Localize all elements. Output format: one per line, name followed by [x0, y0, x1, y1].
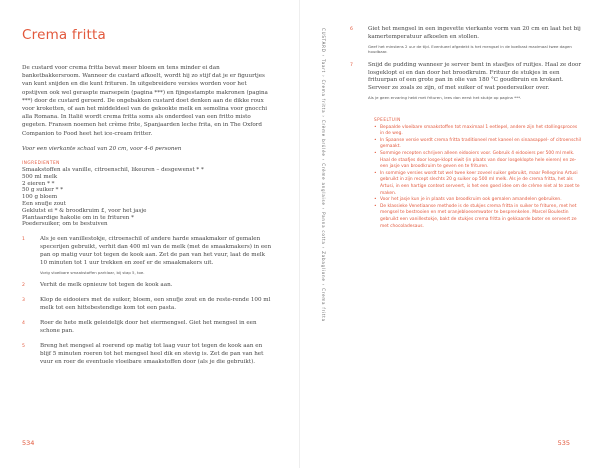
- method-step: [22, 236, 272, 275]
- ingredient-item: Geklutst ei * & broodkruim £, voor het jasje: [22, 207, 147, 214]
- intro-paragraph: De custard voor crema fritta bevat meer bloem en tens minder ei dan banketbakkersroom. Wanneer de custard afkoelt, wordt hij zo stijf dat je er figuurtjes van kunt snijden en die kunt frituren. In uitgebreidere versies worden voor het opstijven ook wel geraspte marsepein (pagina ***) en fijngestampte makronen (pagina ***) door de custard geroerd. De ongebakken custard doet denken aan de dikke roux voor kroketten, of aan het middeldeel van de gekookte melk en semolina voor gnocchi alla Romana. In Italië wordt crema fritta soms als onderdeel van een fritto misto gegeten. Fransen noemen het crème frite, Spanjaarden leche frita, en in The Oxford Companion to Food heet het ice-cream fritter.: [22, 65, 268, 137]
- method-steps: [22, 236, 272, 366]
- right-page: [300, 0, 600, 468]
- tip-item: • Sommige recepten schrijven alleen eidooiers voor. Gebruik 4 eidooiers per 500 ml melk. Haal de staafjes door losge-klopt eiwit (in plaats van door losgeklopte hele eieren) en ze-een jasje van broodkruim te geven en te frituren.: [374, 151, 582, 171]
- tip-item: • In sommige versies wordt tot wel twee keer zoveel suiker gebruikt, maar Pellegrino Artusi gebruikt in zijn recept slechts 20 g suiker op 500 ml melk. Als je de crema fritta, het als Artusi, in een hartige context serveert, is het een goed idee om de crème niet al te zoet te maken.: [374, 171, 582, 197]
- step-note: Vorig vloeibare smaakstoffen parklaar, bij stap 5, toe.: [40, 269, 145, 275]
- ingredient-item: Smaakstoffen als vanille, citroenschil, likeuren – desgewenst * *: [22, 167, 204, 174]
- step-number: 1: [22, 237, 25, 243]
- serving-info: Voor een vierkante schaal van 20 cm, voor 4-6 personen: [22, 145, 182, 152]
- ingredient-item: Poedersuiker, om te bestuiven: [22, 221, 108, 228]
- step-number: 5: [22, 343, 25, 349]
- step-text: Giet het mengsel in een ingevette vierkante vorm van 20 cm en laat het bij kamertemperatuur afkoelen en stollen.: [368, 26, 581, 40]
- tip-item: • Voor het jasje kun je in plaats van broodkruim ook gemalen amandelen gebruiken.: [374, 197, 582, 204]
- tips-heading: SPEELTUIN: [374, 116, 401, 122]
- step-text: Als je een vanillestokje, citroenschil of andere harde smaakmaker of gemalen specerijen gebruikt, verhit dan 400 ml van de melk (met de smaakmakers) in een pan op matig vuur tot tegen de kook aan. Zet de pan van het vuur, laat de melk 10 minuten tot 1 uur trekken en zeef er de smaakmakers uit.: [40, 236, 272, 266]
- ingredient-item: 2 eieren * *: [22, 180, 55, 187]
- tip-item: • De klassieke Venetiaanse methode is de stukjes crema fritta in suiker te frituren, met het mengsel te bestrooien en met oranjebloesemwater te besprenkelen. Marcel Boulestin gebruikt een vanillestokje, bakt de stukjes crema fritta in gekkaarde boter en serveert ze met chocoladesaus.: [374, 204, 582, 230]
- ingredients-list: [22, 167, 272, 228]
- step-text: Klop de eidooiers met de suiker, bloem, een snufje zout en de reste-rende 100 ml melk tot een hittebestendige kom tot een pasta.: [40, 297, 271, 312]
- running-header-text: CUSTARD › Taart › Crema fritta › Crème brûlée › Crème anglaise › Panna cotta › Zabaglione › Crema fritta: [321, 28, 326, 322]
- method-step: [22, 343, 272, 367]
- step-number: 6: [350, 27, 353, 32]
- ingredient-item: 50 g suiker * *: [22, 187, 64, 194]
- page-number-left: 534: [22, 439, 35, 447]
- method-step: [350, 62, 582, 101]
- tip-item: • Bepaalde vloeibare smaakstoffen tot maximaal 1 eetlepel, andere zijn het stollingsproces in de weg.: [374, 125, 582, 138]
- method-step: [22, 320, 272, 336]
- method-step: [350, 26, 582, 55]
- step-note: Als je geen ervaring hebt met frituren, lees dan eerst het stukje op pagina ***.: [368, 95, 522, 101]
- step-text: Roer de hete melk geleidelijk door het eiermengsel. Giet het mengsel in een schone pan.: [40, 319, 257, 334]
- step-number: 4: [22, 320, 25, 326]
- tips-box: [374, 117, 582, 231]
- ingredient-item: 100 g bloem: [22, 194, 58, 201]
- recipe-title: Crema fritta: [22, 27, 107, 43]
- step-number: 2: [22, 283, 25, 289]
- method-step: [22, 297, 272, 313]
- step-number: 3: [22, 298, 25, 304]
- page-number-right: 535: [557, 439, 570, 447]
- step-note: Geef het minstens 2 uur de tijd. Eventueel afgedekt is het mengsel in de koelkast maximaal twee dagen houdbaar.: [368, 43, 572, 55]
- method-step: [22, 282, 272, 290]
- step-number: 7: [350, 62, 353, 68]
- tip-item: • In Spaanse versie wordt crema fritta traditioneel met kaneel en sinaasappel- of citroenschil gemaakt.: [374, 138, 582, 151]
- ingredients-heading: INGREDIENTEN: [22, 160, 60, 166]
- step-text: Breng het mengsel al roerend op matig tot laag vuur tot tegen de kook aan en blijf 5 minuten roeren tot het mengsel heel dik en stevig is. Zet de pan van het vuur en roer de eventuele vloeibare smaakstoffen door (als je die gebruikt).: [40, 342, 264, 365]
- step-text: Verhit de melk opnieuw tot tegen de kook aan.: [40, 282, 173, 289]
- step-text: Snijd de pudding wanneer je server bent in stasfjes of ruitjes. Haal ze door losgeklopt ei en dan door het broodkruim. Frituur de stukjes in een frituurpan of een grote pan in olie van 180 °C goudbruin en krokant. Serveer ze zoals ze zijn, of met suiker of wat poedersuiker over.: [368, 61, 582, 92]
- method-steps-continued: [350, 26, 582, 101]
- ingredient-item: Plantaardige hakolie om in te frituren *: [22, 214, 134, 221]
- ingredient-item: 500 ml melk: [22, 173, 58, 180]
- ingredient-item: Een snufje zout: [22, 201, 66, 208]
